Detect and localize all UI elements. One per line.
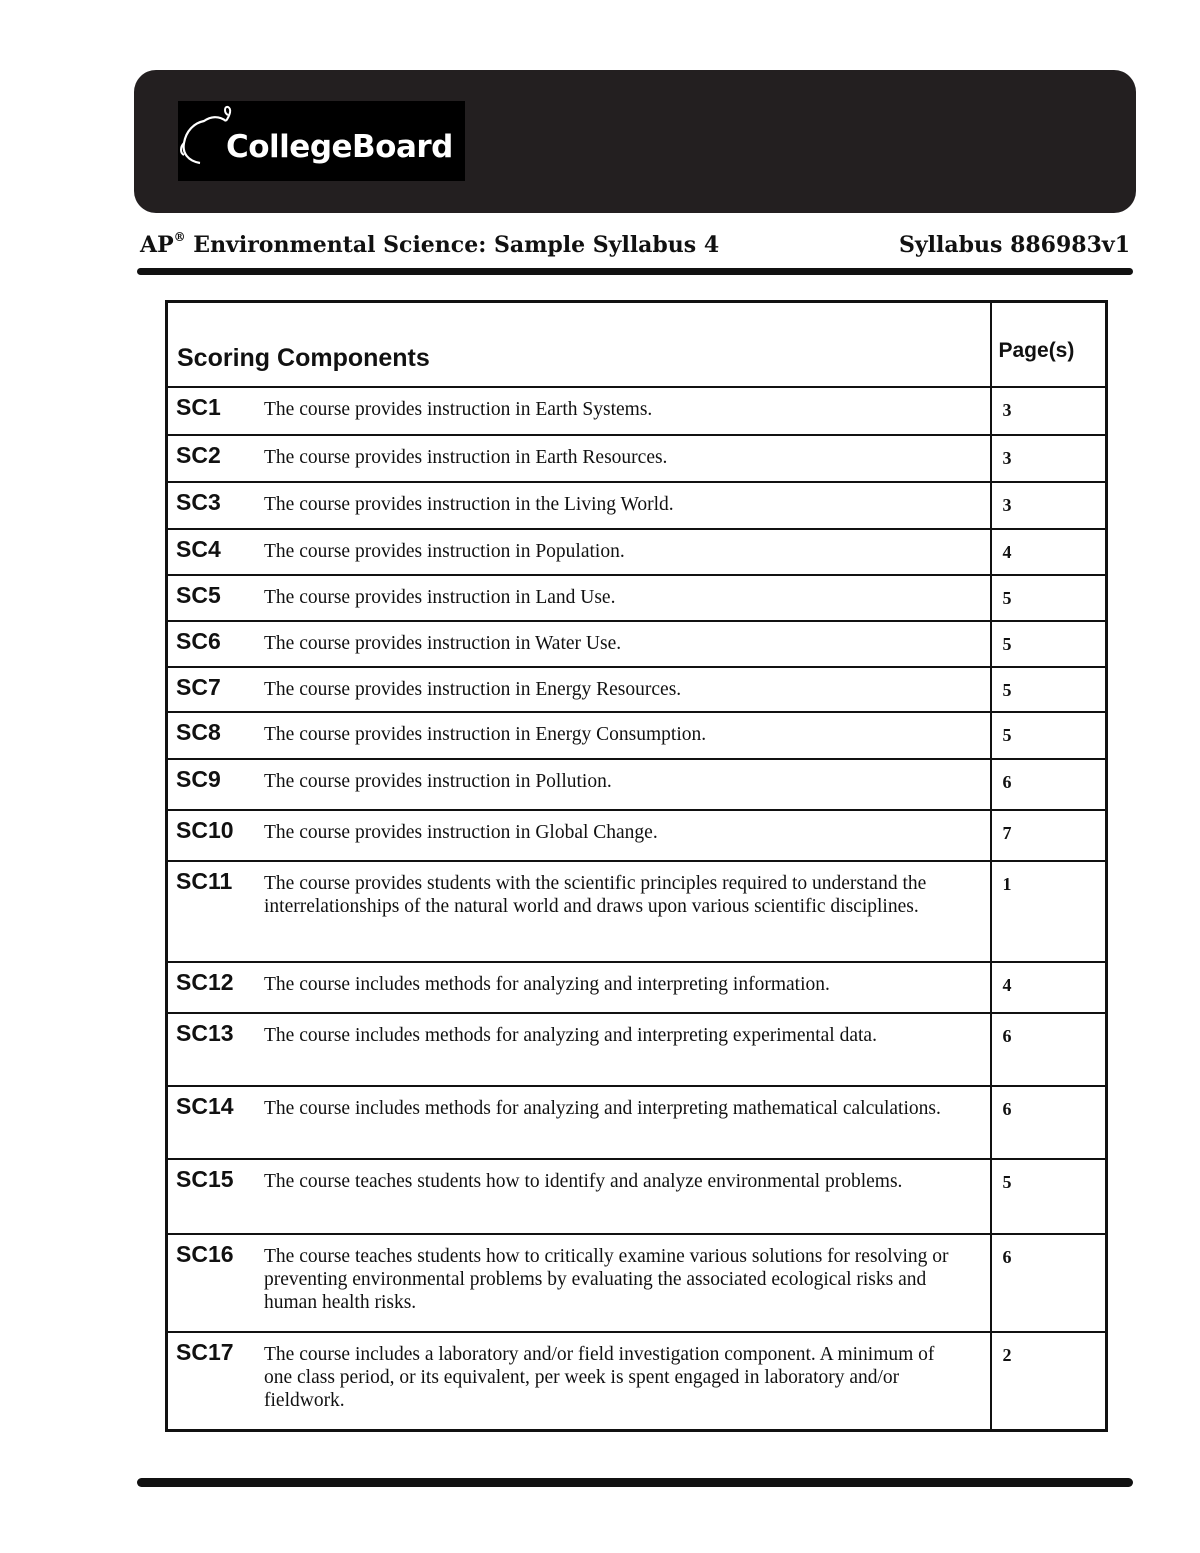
- component-description: The course teaches students how to critically examine various solutions for resolving or preventing environmental problems by evaluating the associated ecological risks and human health risks.: [264, 1246, 949, 1313]
- component-description: The course provides instruction in Land Use.: [264, 587, 616, 608]
- table-row: [167, 1086, 1107, 1159]
- component-code: SC17: [176, 1339, 234, 1365]
- component-row-content: [168, 713, 990, 746]
- table-row: [167, 529, 1107, 575]
- component-row-content: [168, 1014, 990, 1047]
- component-code: SC4: [176, 536, 221, 562]
- component-page: 5: [1002, 588, 1012, 608]
- component-row-content: [168, 576, 990, 609]
- component-row-content: [168, 1235, 990, 1314]
- bottom-divider: [137, 1478, 1133, 1487]
- page-cell: [991, 435, 1107, 482]
- component-page: 6: [1002, 772, 1012, 792]
- component-code: SC8: [176, 719, 221, 745]
- component-description: The course provides instruction in Population.: [264, 541, 625, 562]
- component-row-content: [168, 1087, 990, 1120]
- component-row-content: [168, 963, 990, 996]
- component-cell: [167, 1159, 991, 1234]
- component-code: SC14: [176, 1093, 234, 1119]
- component-cell: [167, 575, 991, 621]
- page-cell: [991, 962, 1107, 1013]
- page-cell: [991, 861, 1107, 962]
- registered-mark: ®: [173, 230, 186, 244]
- page-cell: [991, 1332, 1107, 1430]
- table-row: [167, 621, 1107, 667]
- component-page: 5: [1002, 1172, 1012, 1192]
- page-cell: [991, 810, 1107, 861]
- ap-label: AP: [140, 232, 174, 258]
- component-page: 4: [1002, 542, 1012, 562]
- page-cell: [991, 621, 1107, 667]
- component-code: SC16: [176, 1241, 234, 1267]
- component-cell: [167, 667, 991, 712]
- column-header-components: Scoring Components: [177, 344, 430, 372]
- syllabus-title: [140, 232, 719, 258]
- component-page: 2: [1002, 1345, 1012, 1365]
- table-row: [167, 387, 1107, 435]
- syllabus-title-text: Environmental Science: Sample Syllabus 4: [193, 232, 720, 258]
- component-row-content: [168, 811, 990, 844]
- component-cell: [167, 861, 991, 962]
- component-description: The course provides instruction in Pollution.: [264, 771, 612, 792]
- page-cell: [991, 387, 1107, 435]
- component-cell: [167, 759, 991, 810]
- component-description: The course provides instruction in Energy Consumption.: [264, 724, 707, 745]
- component-row-content: [168, 1333, 990, 1412]
- component-code: SC13: [176, 1020, 234, 1046]
- component-page: 7: [1002, 823, 1012, 843]
- component-description: The course provides instruction in Earth Systems.: [264, 399, 653, 420]
- component-row-content: [168, 436, 990, 469]
- syllabus-code: Syllabus 886983v1: [899, 232, 1130, 258]
- component-row-content: [168, 530, 990, 563]
- component-code: SC15: [176, 1166, 234, 1192]
- component-code: SC6: [176, 628, 221, 654]
- component-description: The course provides instruction in Water Use.: [264, 633, 622, 654]
- header-banner: [134, 70, 1136, 213]
- component-cell: [167, 1013, 991, 1086]
- table-row: [167, 1332, 1107, 1430]
- table-row: [167, 1234, 1107, 1332]
- page-cell: [991, 1086, 1107, 1159]
- page-cell: [991, 1234, 1107, 1332]
- component-description: The course teaches students how to identify and analyze environmental problems.: [264, 1171, 903, 1192]
- page-cell: [991, 1159, 1107, 1234]
- component-row-content: [168, 1160, 990, 1193]
- page-cell: [991, 712, 1107, 759]
- page-cell: [991, 482, 1107, 529]
- component-cell: [167, 1086, 991, 1159]
- page-cell: [991, 667, 1107, 712]
- component-description: The course provides instruction in the Living World.: [264, 494, 674, 515]
- component-row-content: [168, 622, 990, 655]
- component-cell: [167, 1234, 991, 1332]
- component-code: SC2: [176, 442, 221, 468]
- component-code: SC3: [176, 489, 221, 515]
- top-divider: [137, 268, 1133, 275]
- component-code: SC11: [176, 868, 233, 894]
- component-page: 6: [1002, 1099, 1012, 1119]
- component-page: 3: [1002, 400, 1012, 420]
- component-page: 3: [1002, 495, 1012, 515]
- component-page: 1: [1002, 874, 1012, 894]
- component-page: 4: [1002, 975, 1012, 995]
- component-cell: [167, 1332, 991, 1430]
- component-cell: [167, 962, 991, 1013]
- header-pages-cell: [991, 302, 1107, 388]
- table-row: [167, 667, 1107, 712]
- component-description: The course provides instruction in Earth Resources.: [264, 447, 668, 468]
- collegeboard-logo: [178, 101, 465, 181]
- component-cell: [167, 529, 991, 575]
- component-row-content: [168, 862, 990, 918]
- table-header-row: [167, 302, 1107, 388]
- table-row: [167, 810, 1107, 861]
- table-row: [167, 482, 1107, 529]
- component-page: 3: [1002, 448, 1012, 468]
- page-cell: [991, 759, 1107, 810]
- component-code: SC7: [176, 674, 221, 700]
- component-code: SC1: [176, 394, 221, 420]
- column-header-pages: Page(s): [998, 339, 1075, 362]
- component-page: 5: [1002, 680, 1012, 700]
- component-cell: [167, 482, 991, 529]
- table-row: [167, 759, 1107, 810]
- component-page: 5: [1002, 634, 1012, 654]
- component-page: 6: [1002, 1247, 1012, 1267]
- component-row-content: [168, 388, 990, 421]
- component-code: SC9: [176, 766, 221, 792]
- component-cell: [167, 621, 991, 667]
- component-description: The course includes methods for analyzing and interpreting information.: [264, 974, 830, 995]
- component-description: The course provides instruction in Global Change.: [264, 822, 658, 843]
- component-page: 6: [1002, 1026, 1012, 1046]
- component-code: SC5: [176, 582, 221, 608]
- document-header: [140, 228, 1132, 268]
- component-row-content: [168, 668, 990, 701]
- scoring-components-table: [165, 300, 1108, 1432]
- page-cell: [991, 1013, 1107, 1086]
- table-row: [167, 1159, 1107, 1234]
- component-cell: [167, 712, 991, 759]
- component-row-content: [168, 760, 990, 793]
- header-component-cell: [167, 302, 991, 388]
- table-row: [167, 1013, 1107, 1086]
- logo-wordmark: CollegeBoard: [226, 129, 453, 165]
- table-row: [167, 712, 1107, 759]
- component-description: The course includes methods for analyzing and interpreting experimental data.: [264, 1025, 877, 1046]
- table-row: [167, 435, 1107, 482]
- page-cell: [991, 575, 1107, 621]
- table-row: [167, 962, 1107, 1013]
- component-code: SC10: [176, 817, 234, 843]
- component-cell: [167, 810, 991, 861]
- component-code: SC12: [176, 969, 234, 995]
- component-cell: [167, 387, 991, 435]
- component-description: The course includes methods for analyzing and interpreting mathematical calculations.: [264, 1098, 941, 1119]
- page-cell: [991, 529, 1107, 575]
- component-page: 5: [1002, 725, 1012, 745]
- component-description: The course provides instruction in Energy Resources.: [264, 679, 682, 700]
- component-row-content: [168, 483, 990, 516]
- table-row: [167, 861, 1107, 962]
- component-description: The course includes a laboratory and/or field investigation component. A minimum of one class period, or its equivalent, per week is spent engaged in laboratory and/or fieldwork.: [264, 1344, 935, 1411]
- table-row: [167, 575, 1107, 621]
- component-description: The course provides students with the scientific principles required to understand the interrelationships of the natural world and draws upon various scientific disciplines.: [264, 873, 927, 917]
- component-cell: [167, 435, 991, 482]
